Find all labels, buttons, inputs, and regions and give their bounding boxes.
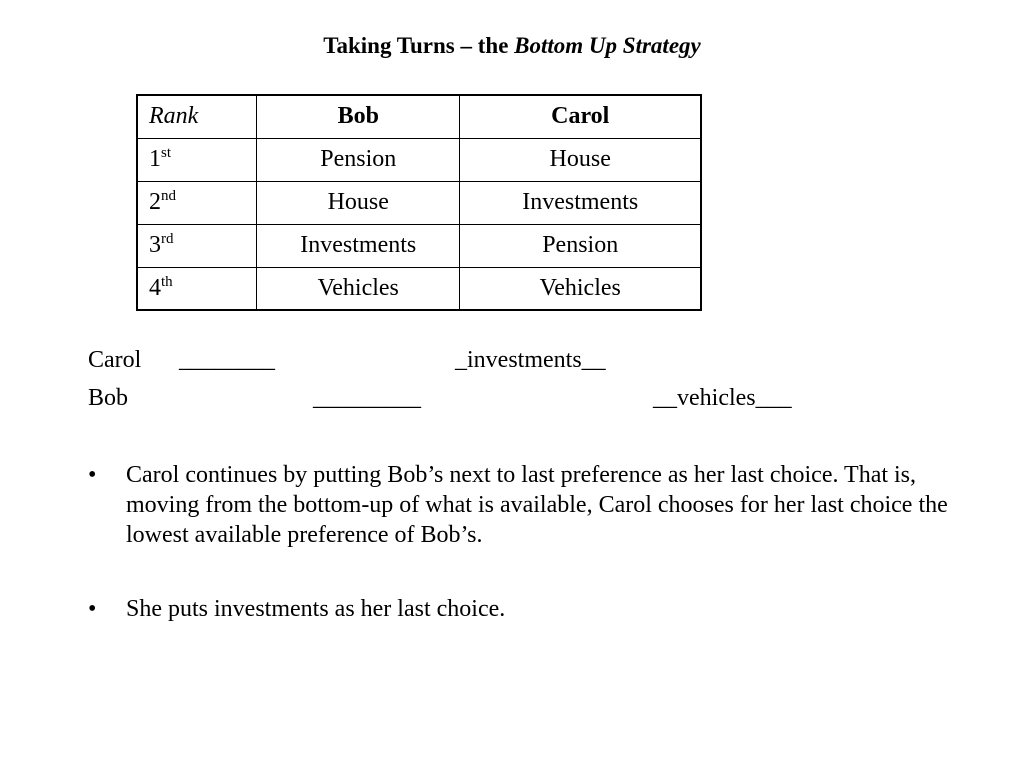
bob-preference-cell: Vehicles: [257, 267, 460, 310]
header-rank: Rank: [137, 95, 257, 138]
slide-title: [0, 33, 1024, 59]
carol-first-choice-blank: ________: [179, 347, 275, 373]
header-carol: Carol: [460, 95, 701, 138]
rank-number: 4: [149, 274, 161, 301]
table-row: [137, 224, 701, 267]
rank-cell: [137, 224, 257, 267]
bob-preference-cell: Investments: [257, 224, 460, 267]
carol-preference-cell: House: [460, 138, 701, 181]
table-row: [137, 267, 701, 310]
bullet-list: [88, 460, 948, 668]
bullet-item: [88, 460, 948, 550]
rank-number: 1: [149, 146, 161, 172]
title-italic: Bottom Up Strategy: [514, 33, 701, 58]
bullet-item: [88, 594, 948, 624]
rank-cell: [137, 181, 257, 224]
table-row: [137, 138, 701, 181]
carol-preference-cell: Vehicles: [460, 267, 701, 310]
rank-cell: [137, 267, 257, 310]
rank-number: 3: [149, 232, 161, 258]
rank-cell: [137, 138, 257, 181]
carol-preference-cell: Investments: [460, 181, 701, 224]
bob-preference-cell: House: [257, 181, 460, 224]
bob-last-choice: __vehicles___: [653, 385, 792, 411]
rank-suffix: rd: [161, 231, 174, 247]
bob-first-choice-blank: _________: [313, 385, 421, 411]
rank-suffix: th: [161, 273, 173, 290]
carol-last-choice: _investments__: [455, 347, 606, 373]
carol-name: Carol: [88, 347, 142, 373]
bullet-text: She puts investments as her last choice.: [126, 596, 506, 622]
bullet-text: Carol continues by putting Bob’s next to last preference as her last choice. That is, moving from the bottom-up of what is available, Carol chooses for her last choice the lowest available preference of Bob’s.: [126, 462, 948, 548]
bob-name: Bob: [88, 385, 129, 411]
table-header-row: [137, 95, 701, 138]
rank-suffix: st: [161, 145, 172, 161]
bullet-marker: •: [88, 596, 97, 622]
bob-preference-cell: Pension: [257, 138, 460, 181]
table-row: [137, 181, 701, 224]
rank-suffix: nd: [161, 188, 176, 204]
preference-table: [136, 94, 702, 311]
title-plain: Taking Turns – the: [323, 33, 515, 58]
bullet-marker: •: [88, 462, 97, 488]
rank-number: 2: [149, 189, 161, 215]
header-bob: Bob: [257, 95, 460, 138]
carol-preference-cell: Pension: [460, 224, 701, 267]
